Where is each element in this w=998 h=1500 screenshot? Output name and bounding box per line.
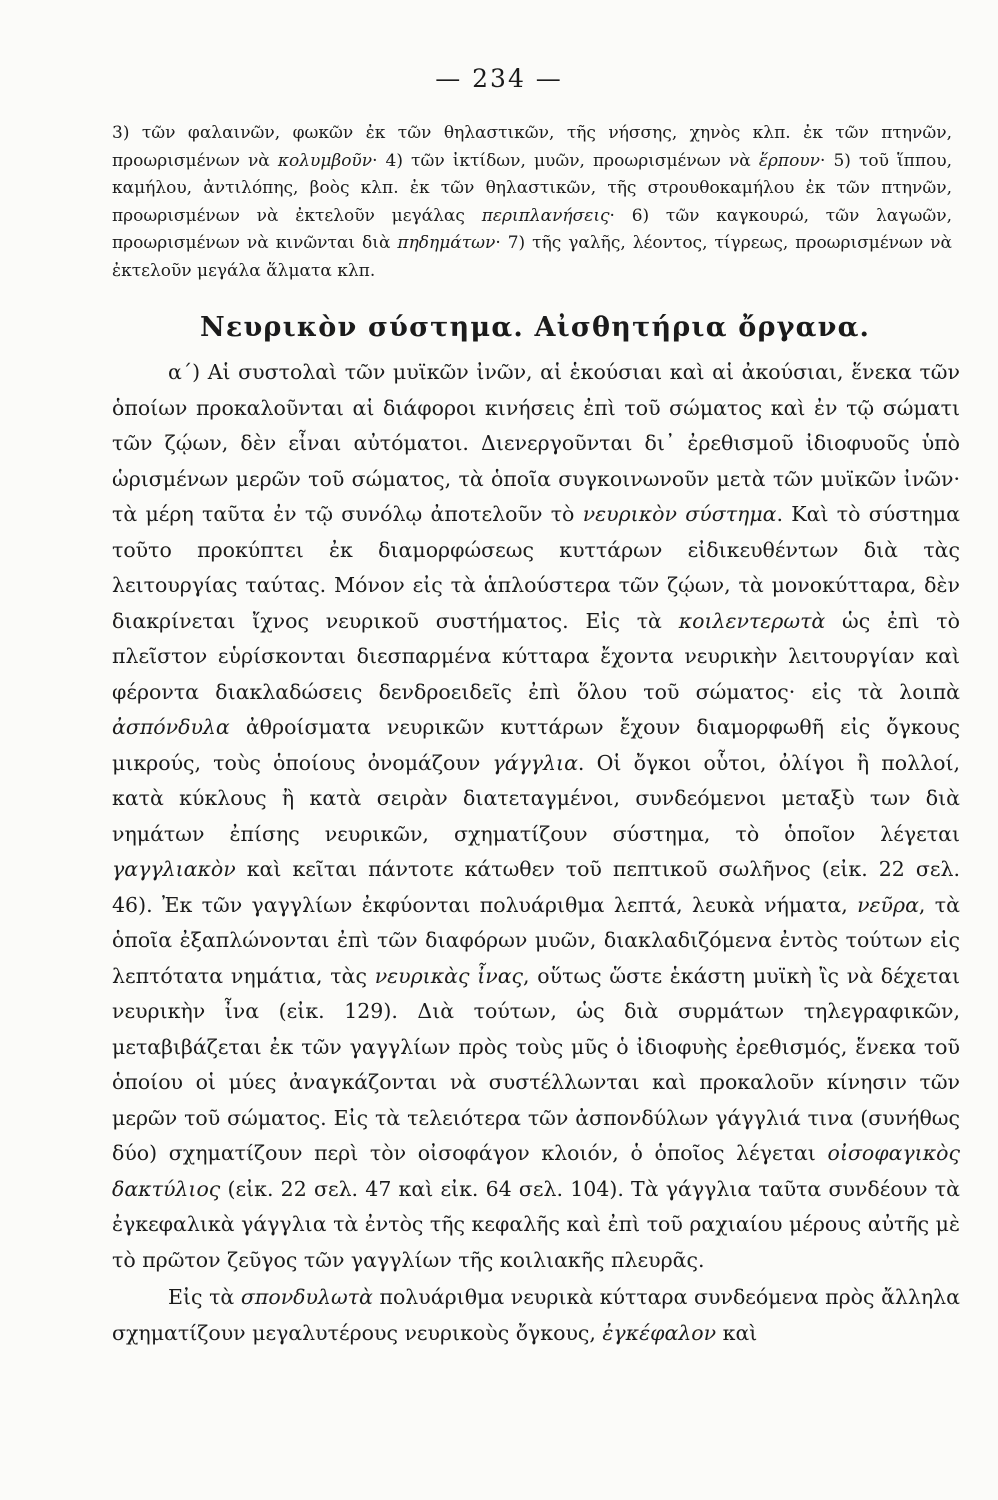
text-segment: καὶ κεῖται πάντοτε κάτωθεν τοῦ πεπτικοῦ σωλῆνος (εἰκ. 22 σελ. 46). Ἐκ τῶν γαγγλίων ἐκφύονται πολυάριθμα λεπτά, λευκὰ νήματα,: [112, 857, 960, 917]
section-heading: Νευρικὸν σύστημα. Αἰσθητήρια ὄργανα.: [200, 312, 871, 343]
text-segment: ὡς ἐπὶ τὸ πλεῖστον εὑρίσκονται διεσπαρμένα κύτταρα ἔχοντα νευρικὴν λειτουργίαν καὶ φέροντα διακλαδώσεις δενδροειδεῖς ἐπὶ ὅλου τοῦ σώματος· εἰς τὰ λοιπὰ: [112, 608, 960, 704]
intro-segment: · 5) τοῦ ἵππου, καμήλου, ἀντιλόπης, βοὸς κλπ. ἐκ τῶν θηλαστικῶν, τῆς στρουθοκαμήλου ἐκ τῶν πτηνῶν, προωρισμένων νὰ ἐκτελοῦν μεγάλας: [112, 150, 952, 226]
intro-segment: 3) τῶν φαλαινῶν, φωκῶν ἐκ τῶν θηλαστικῶν, τῆς νήσσης, χηνὸς κλπ. ἐκ τῶν πτηνῶν, προωρισμένων νὰ: [112, 123, 952, 171]
italic-term: νεῦρα: [857, 892, 919, 917]
intro-paragraph: [112, 120, 952, 285]
text-segment: . Οἱ ὄγκοι οὗτοι, ὀλίγοι ἢ πολλοί, κατὰ κύκλους ἢ κατὰ σειρὰν διατεταγμένοι, συνδεόμενοι μεταξὺ των διὰ νημάτων ἐπίσης νευρικῶν, σχηματίζουν σύστημα, τὸ ὁποῖον λέγεται: [112, 750, 960, 846]
intro-term: ἕρπουν: [758, 150, 821, 171]
intro-term: κολυμβοῦν: [277, 150, 373, 171]
text-segment: καὶ: [716, 1320, 758, 1345]
intro-term: πηδημάτων: [397, 233, 496, 253]
text-segment: , οὕτως ὥστε ἑκάστη μυϊκὴ ἲς νὰ δέχεται νευρικὴν ἶνα (εἰκ. 129). Διὰ τούτων, ὡς διὰ συρμάτων τηλεγραφικῶν, μεταβιβάζεται ἐκ τῶν γαγγλίων πρὸς τοὺς μῦς ὁ ἰδιοφυὴς ἐρεθισμός, ἕνεκα τοῦ ὁποίου οἱ μύες ἀναγκάζονται νὰ συστέλλωνται καὶ προκαλοῦν κίνησιν τῶν μερῶν τοῦ σώματος. Εἰς τὰ τελειότερα τῶν ἀσπονδύλων γάγγλιά τινα (συνήθως δύο) σχηματίζουν περὶ τὸν οἰσοφάγον κλοιόν, ὁ ὁποῖος λέγεται: [112, 963, 961, 1165]
main-text: [112, 355, 960, 1351]
intro-segment: · 7) τῆς γαλῆς, λέοντος, τίγρεως, προωρισμένων νὰ ἐκτελοῦν μεγάλα ἅλματα κλπ.: [112, 233, 952, 281]
intro-segment: · 4) τῶν ἰκτίδων, μυῶν, προωρισμένων νὰ: [372, 150, 759, 171]
text-segment: πολυάριθμα νευρικὰ κύτταρα συνδεόμενα πρὸς ἄλληλα σχηματίζουν μεγαλυτέρους νευρικοὺς ὄγκους,: [112, 1285, 961, 1345]
paragraph: [112, 1280, 960, 1351]
italic-term: κοιλεντερωτὰ: [678, 608, 826, 633]
text-segment: α΄) Αἱ συστολαὶ τῶν μυϊκῶν ἰνῶν, αἱ ἑκούσιαι καὶ αἱ ἀκούσιαι, ἕνεκα τῶν ὁποίων προκαλοῦνται αἱ διάφοροι κινήσεις ἐπὶ τοῦ σώματος καὶ ἐν τῷ σώματι τῶν ζῴων, δὲν εἶναι αὐτόματοι. Διενεργοῦνται δι᾽ ἐρεθισμοῦ ἰδιοφυοῦς ὑπὸ ὡρισμένων μερῶν τοῦ σώματος, τὰ ὁποῖα συγκοινωνοῦν μετὰ τῶν μυϊκῶν ἰνῶν· τὰ μέρη ταῦτα ἐν τῷ συνόλῳ ἀποτελοῦν τὸ: [112, 360, 960, 526]
italic-term: ἐγκέφαλον: [602, 1320, 717, 1345]
intro-term: περιπλανήσεις: [481, 205, 610, 226]
text-segment: . Καὶ τὸ σύστημα τοῦτο προκύπτει ἐκ διαμορφώσεως κυττάρων εἰδικευθέντων διὰ τὰς λειτουργίας ταύτας. Μόνον εἰς τὰ ἁπλούστερα τῶν ζῴων, τὰ μονοκύτταρα, δὲν διακρίνεται ἴχνος νευρικοῦ συστήματος. Εἰς τὰ: [112, 502, 960, 633]
page-number: — 234 —: [435, 64, 563, 93]
intro-segment: · 6) τῶν καγκουρώ, τῶν λαγωῶν, προωρισμένων νὰ κινῶνται διὰ: [112, 205, 952, 253]
italic-term: νευρικὸν σύστημα: [582, 502, 777, 526]
text-segment: Εἰς τὰ: [168, 1285, 241, 1309]
paragraph: [112, 355, 960, 1278]
text-segment: , τὰ ὁποῖα ἐξαπλώνονται ἐπὶ τῶν διαφόρων μυῶν, διακλαδιζόμενα ἐντὸς τούτων εἰς λεπτότατα νημάτια, τὰς: [112, 892, 960, 988]
italic-term: νευρικὰς ἶνας: [374, 963, 524, 988]
italic-term: ἀσπόνδυλα: [112, 715, 230, 739]
italic-term: οἰσοφαγικὸς δακτύλιος: [112, 1141, 960, 1201]
intro-text: [112, 120, 952, 285]
italic-term: γαγγλιακὸν: [112, 857, 236, 881]
italic-term: γάγγλια: [492, 750, 578, 775]
text-segment: (εἰκ. 22 σελ. 47 καὶ εἰκ. 64 σελ. 104). Τὰ γάγγλια ταῦτα συνδέουν τὰ ἐγκεφαλικὰ γάγγλια τὰ ἐντὸς τῆς κεφαλῆς καὶ ἐπὶ τοῦ ραχιαίου μέρους αὐτῆς μὲ τὸ πρῶτον ζεῦγος τῶν γαγγλίων τῆς κοιλιακῆς πλευρᾶς.: [112, 1176, 960, 1272]
italic-term: σπονδυλωτὰ: [240, 1285, 373, 1309]
text-segment: ἀθροίσματα νευρικῶν κυττάρων ἔχουν διαμορφωθῆ εἰς ὄγκους μικρούς, τοὺς ὁποίους ὀνομάζουν: [112, 715, 960, 775]
